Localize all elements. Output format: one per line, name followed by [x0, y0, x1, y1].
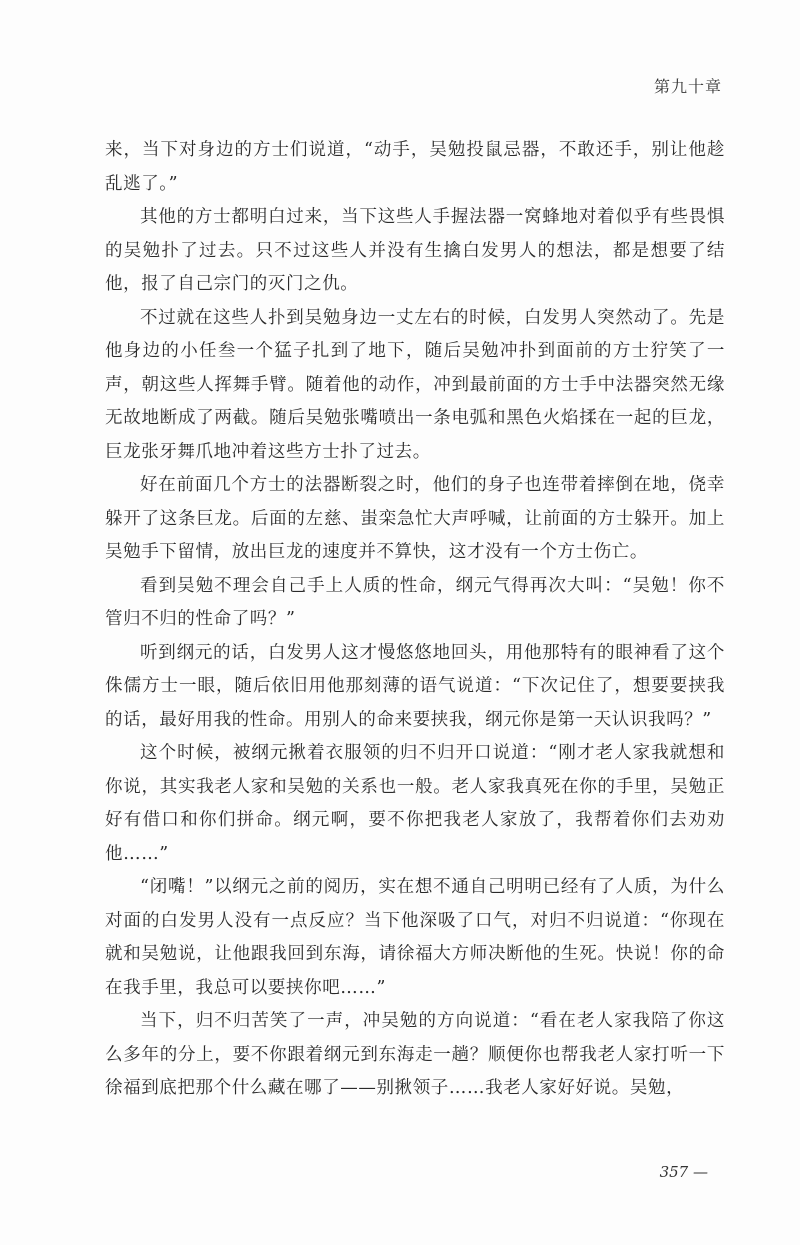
- paragraph: 不过就在这些人扑到吴勉身边一丈左右的时候，白发男人突然动了。先是他身边的小任叁一个猛子扎到了地下，随后吴勉冲扑到面前的方士狞笑了一声，朝这些人挥舞手臂。随着他的动作，冲到最前面的方士手中法器突然无缘无故地断成了两截。随后吴勉张嘴喷出一条电弧和黑色火焰揉在一起的巨龙，巨龙张牙舞爪地冲着这些方士扑了过去。: [105, 307, 725, 462]
- paragraph: “闭嘴！”以纲元之前的阅历，实在想不通自己明明已经有了人质，为什么对面的白发男人没有一点反应？当下他深吸了口气，对归不归说道：“你现在就和吴勉说，让他跟我回到东海，请徐福大方师决断他的生死。快说！你的命在我手里，我总可以要挟你吧……”: [105, 877, 725, 998]
- paragraph: 好在前面几个方士的法器断裂之时，他们的身子也连带着摔倒在地，侥幸躲开了这条巨龙。后面的左慈、蚩栾急忙大声呼喊，让前面的方士躲开。加上吴勉手下留情，放出巨龙的速度并不算快，这才没有一个方士伤亡。: [105, 475, 725, 562]
- body-text: [105, 134, 725, 1106]
- paragraph: 当下，归不归苦笑了一声，冲吴勉的方向说道：“看在老人家我陪了你这么多年的分上，要不你跟着纲元到东海走一趟？顺便你也帮我老人家打听一下徐福到底把那个什么藏在哪了——别揪领子……我老人家好好说。吴勉，: [105, 1011, 725, 1098]
- paragraph: 听到纲元的话，白发男人这才慢悠悠地回头，用他那特有的眼神看了这个侏儒方士一眼，随后依旧用他那刻薄的语气说道：“下次记住了，想要要挟我的话，最好用我的性命。用别人的命来要挟我，纲元你是第一天认识我吗？”: [105, 642, 725, 730]
- paragraph: 这个时候，被纲元揪着衣服领的归不归开口说道：“刚才老人家我就想和你说，其实我老人家和吴勉的关系也一般。老人家我真死在你的手里，吴勉正好有借口和你们拼命。纲元啊，要不你把我老人家放了，我帮着你们去劝劝他……”: [105, 743, 725, 864]
- paragraph: 来，当下对身边的方士们说道，“动手，吴勉投鼠忌器，不敢还手，别让他趁乱逃了。”: [105, 140, 725, 194]
- paragraph: 看到吴勉不理会自己手上人质的性命，纲元气得再次大叫：“吴勉！你不管归不归的性命了吗？”: [105, 575, 725, 629]
- page-number: 357 —: [659, 1163, 708, 1181]
- paragraph: 其他的方士都明白过来，当下这些人手握法器一窝蜂地对着似乎有些畏惧的吴勉扑了过去。只不过这些人并没有生擒白发男人的想法，都是想要了结他，报了自己宗门的灭门之仇。: [105, 207, 725, 294]
- chapter-header: 第九十章: [653, 77, 722, 96]
